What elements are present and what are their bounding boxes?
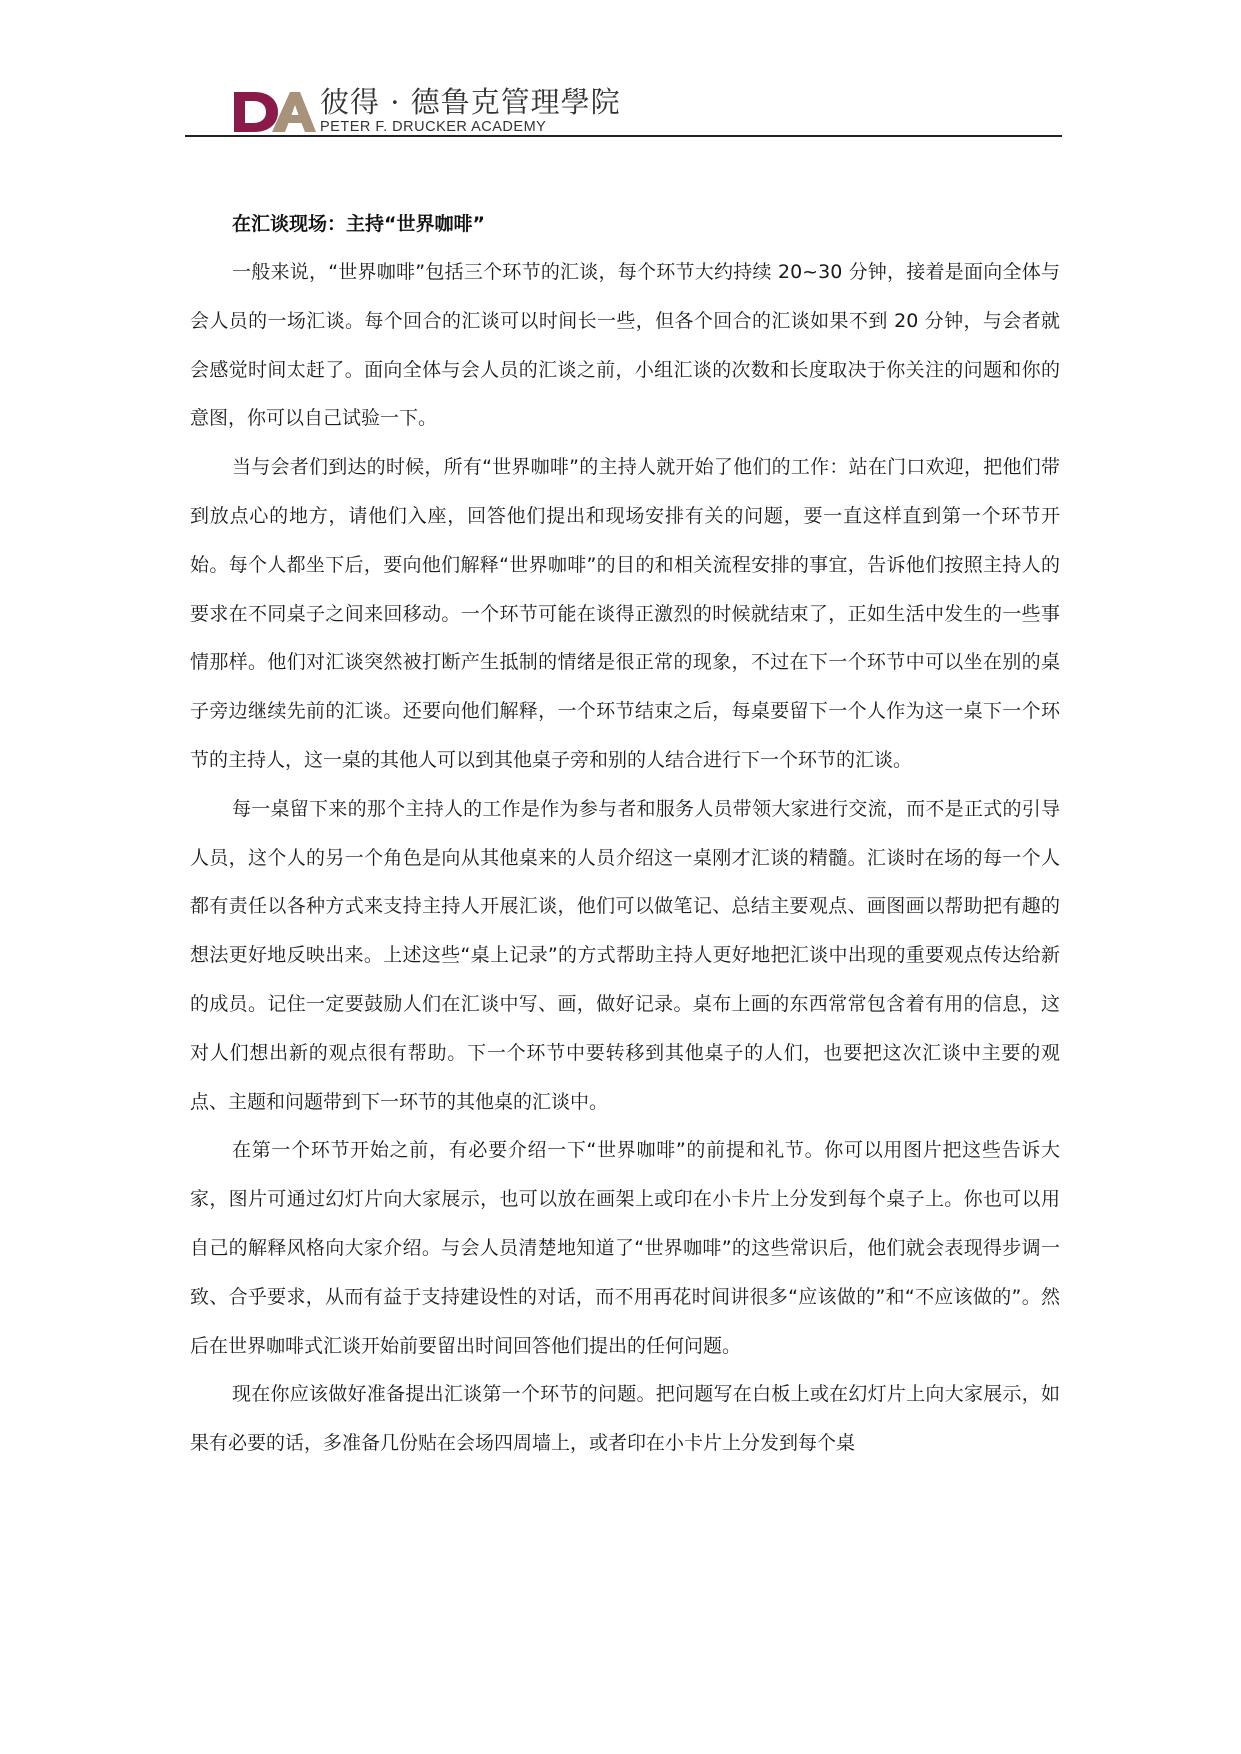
- header-divider: [185, 135, 1062, 137]
- da-logo-icon: [232, 90, 316, 134]
- paragraph: 当与会者们到达的时候，所有“世界咖啡”的主持人就开始了他们的工作：站在门口欢迎，把他们带到放点心的地方，请他们入座，回答他们提出和现场安排有关的问题，要一直这样直到第一个环节开始。每个人都坐下后，要向他们解释“世界咖啡”的目的和相关流程安排的事宜，告诉他们按照主持人的要求在不同桌子之间来回移动。一个环节可能在谈得正激烈的时候就结束了，正如生活中发生的一些事情那样。他们对汇谈突然被打断产生抵制的情绪是很正常的现象，不过在下一个环节中可以坐在别的桌子旁边继续先前的汇谈。还要向他们解释，一个环节结束之后，每桌要留下一个人作为这一桌下一个环节的主持人，这一桌的其他人可以到其他桌子旁和别的人结合进行下一个环节的汇谈。: [190, 456, 1060, 771]
- paragraph: 现在你应该做好准备提出汇谈第一个环节的问题。把问题写在白板上或在幻灯片上向大家展示，如果有必要的话，多准备几份贴在会场四周墙上，或者印在小卡片上分发到每个桌: [190, 1383, 1060, 1455]
- paragraph: 每一桌留下来的那个主持人的工作是作为参与者和服务人员带领大家进行交流，而不是正式的引导人员，这个人的另一个角色是向从其他桌来的人员介绍这一桌刚才汇谈的精髓。汇谈时在场的每一个人都有责任以各种方式来支持主持人开展汇谈，他们可以做笔记、总结主要观点、画图画以帮助把有趣的想法更好地反映出来。上述这些“桌上记录”的方式帮助主持人更好地把汇谈中出现的重要观点传达给新的成员。记住一定要鼓励人们在汇谈中写、画，做好记录。桌布上画的东西常常包含着有用的信息，这对人们想出新的观点很有帮助。下一个环节中要转移到其他桌子的人们，也要把这次汇谈中主要的观点、主题和问题带到下一环节的其他桌的汇谈中。: [190, 797, 1060, 1113]
- academy-name-english: PETER F. DRUCKER ACADEMY: [320, 119, 547, 135]
- academy-name-chinese: 彼得 · 德鲁克管理學院: [320, 85, 621, 119]
- page-header: [232, 86, 1062, 138]
- document-body: [190, 200, 1060, 1468]
- paragraph: 在第一个环节开始之前，有必要介绍一下“世界咖啡”的前提和礼节。你可以用图片把这些告诉大家，图片可通过幻灯片向大家展示，也可以放在画架上或印在小卡片上分发到每个桌子上。你也可以用自己的解释风格向大家介绍。与会人员清楚地知道了“世界咖啡”的这些常识后，他们就会表现得步调一致、合乎要求，从而有益于支持建设性的对话，而不用再花时间讲很多“应该做的”和“不应该做的”。然后在世界咖啡式汇谈开始前要留出时间回答他们提出的任何问题。: [190, 1139, 1060, 1357]
- section-title: 在汇谈现场：主持“世界咖啡”: [232, 213, 485, 235]
- paragraph: 一般来说，“世界咖啡”包括三个环节的汇谈，每个环节大约持续 20~30 分钟，接着是面向全体与会人员的一场汇谈。每个回合的汇谈可以时间长一些，但各个回合的汇谈如果不到 20 分钟，与会者就会感觉时间太赶了。面向全体与会人员的汇谈之前，小组汇谈的次数和长度取决于你关注的问题和你的意图，你可以自己试验一下。: [190, 261, 1060, 430]
